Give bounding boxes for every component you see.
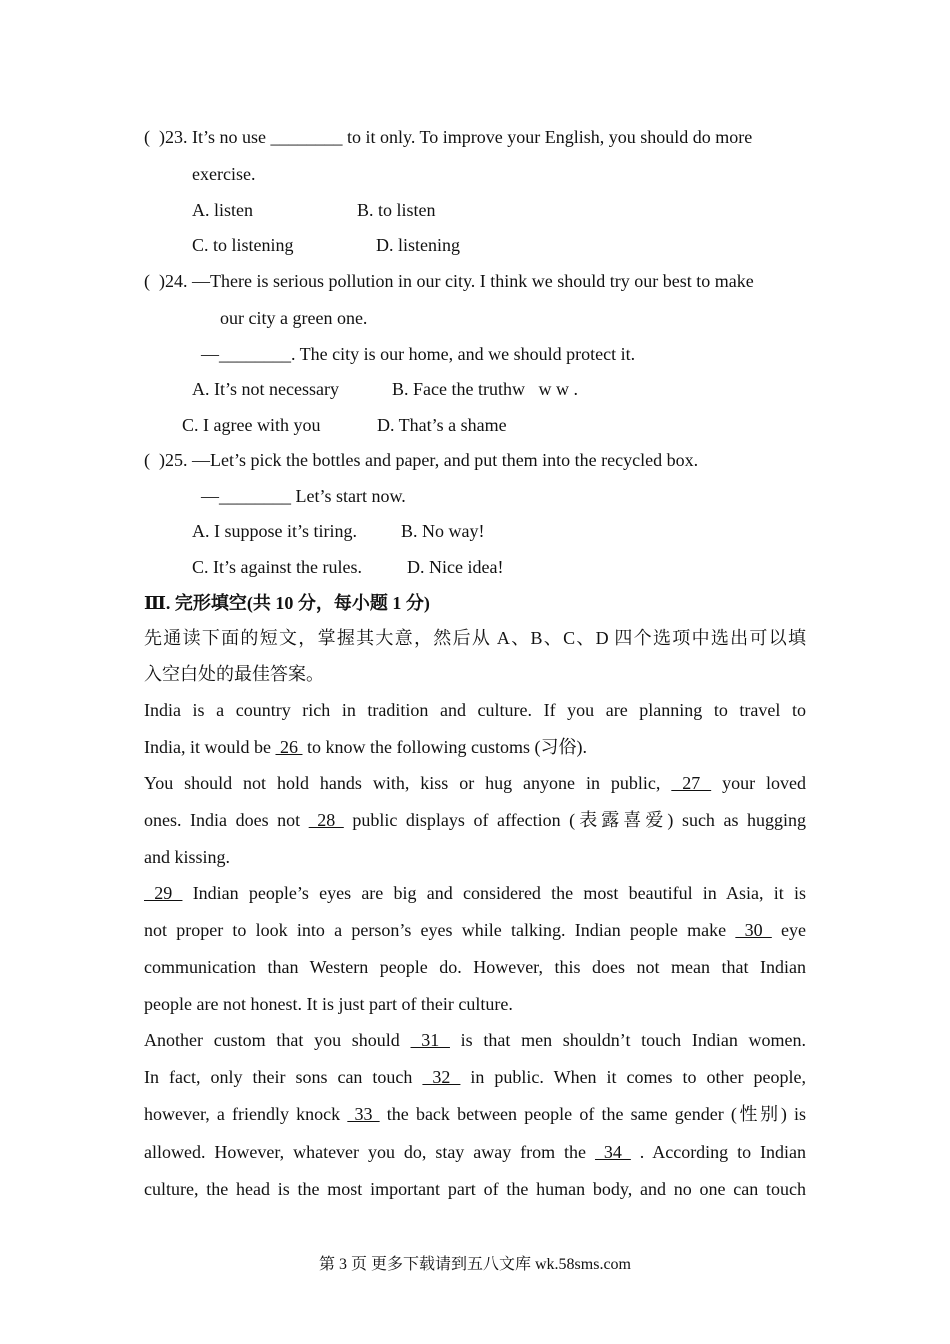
q23-option-b: B. to listen: [357, 200, 436, 220]
q23-option-a: A. listen: [192, 200, 253, 220]
q24-option-d: D. That’s a shame: [377, 415, 507, 435]
passage-line: ones. India does not 28 public displays of affection (表露喜爱) such as hugging: [144, 810, 807, 830]
section-heading: Ⅲ. 完形填空(共 10 分，每小题 1 分): [144, 593, 430, 613]
passage-line: You should not hold hands with, kiss or hug anyone in public, 27 your loved: [144, 773, 807, 793]
q25-option-b: B. No way!: [401, 521, 485, 541]
blank-number: 33: [347, 1104, 380, 1124]
page-footer: 第 3 页 更多下载请到五八文库 wk.58sms.com: [318, 1256, 631, 1273]
instructions-line1: 先通读下面的短文，掌握其大意，然后从 A、B、C、D 四个选项中选出可以填: [144, 628, 806, 648]
q23-option-c: C. to listening: [192, 235, 294, 255]
q25-stem-line1: ( )25. —Let’s pick the bottles and paper, and put them into the recycled box.: [144, 450, 699, 470]
q25-option-c: C. It’s against the rules.: [192, 557, 362, 577]
passage-line: communication than Western people do. However, this does not mean that Indian: [144, 957, 806, 977]
instructions-line2: 入空白处的最佳答案。: [144, 664, 324, 684]
q24-stem-line2: our city a green one.: [220, 308, 368, 328]
q24-option-a: A. It’s not necessary: [192, 379, 339, 399]
passage-line: allowed. However, whatever you do, stay away from the 34 . According to Indian: [144, 1142, 807, 1162]
passage-line: culture, the head is the most important part of the human body, and no one can touch: [144, 1179, 806, 1199]
q23-option-d: D. listening: [376, 235, 460, 255]
blank-number: 29: [144, 883, 183, 903]
q24-option-b: B. Face the truthw w w .: [392, 379, 578, 399]
passage-line: India is a country rich in tradition and culture. If you are planning to travel to: [144, 700, 806, 720]
blank-number: 31: [410, 1030, 450, 1050]
passage-line: India, it would be 26 to know the following customs (习俗).: [144, 737, 587, 757]
passage-line: Another custom that you should 31 is that men shouldn’t touch Indian women.: [144, 1030, 807, 1050]
q25-option-a: A. I suppose it’s tiring.: [192, 521, 357, 541]
q24-stem-line1: ( )24. —There is serious pollution in our city. I think we should try our best to make: [144, 271, 754, 291]
q24-response: —________. The city is our home, and we should protect it.: [201, 344, 636, 364]
passage-line: and kissing.: [144, 847, 231, 867]
passage-line: not proper to look into a person’s eyes while talking. Indian people make 30 eye: [144, 920, 807, 940]
passage-line: 29 Indian people’s eyes are big and considered the most beautiful in Asia, it is: [144, 883, 806, 903]
q25-response: —________ Let’s start now.: [201, 486, 406, 506]
blank-number: 30: [735, 920, 772, 940]
blank-number: 26: [275, 737, 303, 757]
blank-number: 32: [422, 1067, 461, 1087]
passage-line: however, a friendly knock 33 the back between people of the same gender (性别) is: [144, 1104, 806, 1124]
q25-option-d: D. Nice idea!: [407, 557, 504, 577]
q24-option-c: C. I agree with you: [182, 415, 321, 435]
passage-line: people are not honest. It is just part of their culture.: [144, 994, 513, 1014]
blank-number: 27: [671, 773, 712, 793]
blank-number: 28: [308, 810, 344, 830]
passage-line: In fact, only their sons can touch 32 in public. When it comes to other people,: [144, 1067, 806, 1087]
blank-number: 34: [594, 1142, 631, 1162]
q23-stem-line1: ( )23. It’s no use ________ to it only. To improve your English, you should do more: [144, 127, 753, 147]
q23-stem-line2: exercise.: [192, 164, 256, 184]
